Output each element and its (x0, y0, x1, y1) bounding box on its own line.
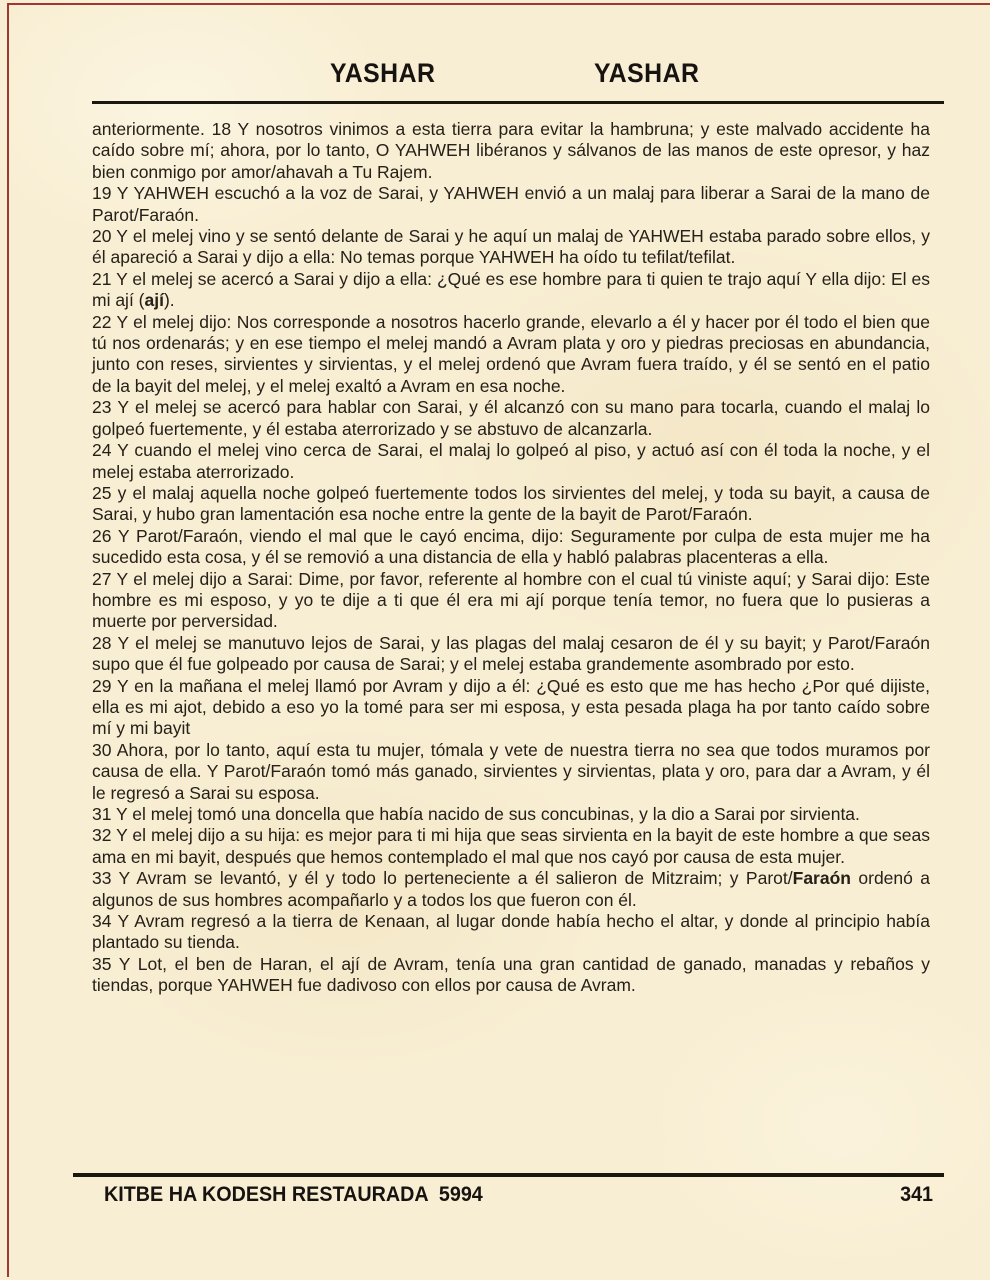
verse-paragraph (92, 954, 930, 997)
verse-text: ). (163, 290, 175, 311)
verse-paragraph (92, 825, 930, 868)
verse-text: 23 Y el melej se acercó para hablar con Sarai, y él alcanzó con su mano para tocarla, cuando el malaj lo golpeó fuertemente, y él estaba aterrorizado y se abstuvo de alcanzarla. (92, 397, 930, 439)
verse-text: 24 Y cuando el melej vino cerca de Sarai, el malaj lo golpeó al piso, y actuó así con él toda la noche, y el melej estaba aterrorizado. (92, 440, 930, 482)
verse-text-bold: Faraón (792, 868, 851, 889)
verse-text: anteriormente. 18 Y nosotros vinimos a esta tierra para evitar la hambruna; y este malvado accidente ha caído sobre mí; ahora, por lo tanto, O YAHWEH libéranos y sálvanos de las manos de este opresor, y haz bien conmigo por amor/ahavah a Tu Rajem. (92, 119, 930, 182)
verse-text: 28 Y el melej se manutuvo lejos de Sarai, y las plagas del malaj cesaron de él y su bayit; y Parot/Faraón supo que él fue golpeado por causa de Sarai; y el melej estaba grandemente asombrado por esto. (92, 632, 930, 675)
page-footer (104, 1183, 933, 1207)
verse-text-bold: ají (144, 290, 164, 311)
verse-paragraph (92, 397, 930, 440)
page-edge-line-top (8, 3, 990, 5)
verse-text: 26 Y Parot/Faraón, viendo el mal que le cayó encima, dijo: Seguramente por culpa de esta mujer me ha sucedido esta cosa, y él se removió a una distancia de ella y habló palabras placenteras a ella. (92, 525, 930, 568)
verse-text: 19 Y YAHWEH escuchó a la voz de Sarai, y YAHWEH envió a un malaj para liberar a Sarai de la mano de Parot/Faraón. (92, 183, 930, 225)
verse-list (92, 119, 930, 997)
verse-text: 27 Y el melej dijo a Sarai: Dime, por favor, referente al hombre con el cual tú viniste aquí; y Sarai dijo: Este hombre es mi esposo, y yo te dije a ti que él era mi ají porque tenía temor, no fuera que lo pusieras a muerte por perversidad. (92, 568, 930, 632)
verse-text: 20 Y el melej vino y se sentó delante de Sarai y he aquí un malaj de YAHWEH estaba parado sobre ellos, y él apareció a Sarai y dijo a ella: No temas porque YAHWEH ha oído tu tefilat/tefilat. (92, 226, 930, 268)
footer-rule (73, 1173, 944, 1177)
verse-text: 34 Y Avram regresó a la tierra de Kenaan, al lugar donde había hecho el altar, y donde al principio había plantado su tienda. (92, 911, 930, 953)
verse-text: 31 Y el melej tomó una doncella que había nacido de sus concubinas, y la dio a Sarai por sirvienta. (92, 804, 860, 824)
verse-paragraph (92, 804, 930, 825)
verse-paragraph (92, 911, 930, 954)
verse-text: 30 Ahora, por lo tanto, aquí esta tu mujer, tómala y vete de nuestra tierra no sea que todos muramos por causa de ella. Y Parot/Faraón tomó más ganado, sirvientes y sirvientas, plata y oro, para dar a Avram, y él le regresó a Sarai su esposa. (92, 739, 930, 803)
verse-paragraph (92, 526, 930, 569)
verse-text: 35 Y Lot, el ben de Haran, el ají de Avram, tenía una gran cantidad de ganado, manadas y rebaños y tiendas, porque YAHWEH fue dadivoso con ellos por causa de Avram. (92, 953, 930, 996)
verse-paragraph (92, 183, 930, 226)
header-title-right: YASHAR (594, 58, 700, 88)
header-rule (92, 101, 944, 104)
verse-text: 32 Y el melej dijo a su hija: es mejor para ti mi hija que seas sirvienta en la bayit de este hombre a que seas ama en mi bayit, después que hemos contemplado el mal que nos cayó por causa de esta mujer. (92, 825, 930, 867)
footer-page-number: 341 (900, 1183, 933, 1206)
verse-paragraph (92, 269, 930, 312)
verse-paragraph (92, 119, 930, 183)
header-title-left: YASHAR (330, 58, 436, 88)
page-edge-line-left (7, 3, 9, 1277)
verse-text: 25 y el malaj aquella noche golpeó fuertemente todos los sirvientes del melej, y toda su bayit, a causa de Sarai, y hubo gran lamentación esa noche entre la gente de la bayit de Parot/Faraón. (92, 482, 930, 525)
verse-paragraph (92, 483, 930, 526)
verse-paragraph (92, 312, 930, 398)
verse-paragraph (92, 868, 930, 911)
verse-paragraph (92, 226, 930, 269)
verse-text: 21 Y el melej se acercó a Sarai y dijo a ella: ¿Qué es ese hombre para ti quien te trajo aquí Y ella dijo: El es mi ají ( (92, 268, 930, 311)
verse-text: ordenó a algunos de sus hombres acompañarlo y a todos los que fueron con él. (92, 868, 930, 910)
verse-paragraph (92, 440, 930, 483)
verse-text: 22 Y el melej dijo: Nos corresponde a nosotros hacerlo grande, elevarlo a él y hacer por él todo el bien que tú nos ordenarás; y en ese tiempo el melej mandó a Avram plata y oro y piedras preciosas en abundancia, junto con reses, sirvientes y sirvientas, y el melej ordenó que Avram fuera traído, y él se sentó en el patio de la bayit del melej, y el melej exaltó a Avram en esa noche. (92, 311, 930, 396)
verse-paragraph (92, 633, 930, 676)
verse-text: 29 Y en la mañana el melej llamó por Avram y dijo a él: ¿Qué es esto que me has hecho ¿Por qué dijiste, ella es mi ajot, debido a eso yo la tomé para ser mi esposa, y esta pesada plaga ha por tanto caído sobre mí y mi bayit (92, 675, 930, 739)
verse-paragraph (92, 569, 930, 633)
verse-paragraph (92, 676, 930, 740)
verse-text: 33 Y Avram se levantó, y él y todo lo perteneciente a él salieron de Mitzraim; y Parot/ (92, 868, 793, 889)
footer-book-label: KITBE HA KODESH RESTAURADA 5994 (104, 1183, 483, 1206)
verse-paragraph (92, 740, 930, 804)
